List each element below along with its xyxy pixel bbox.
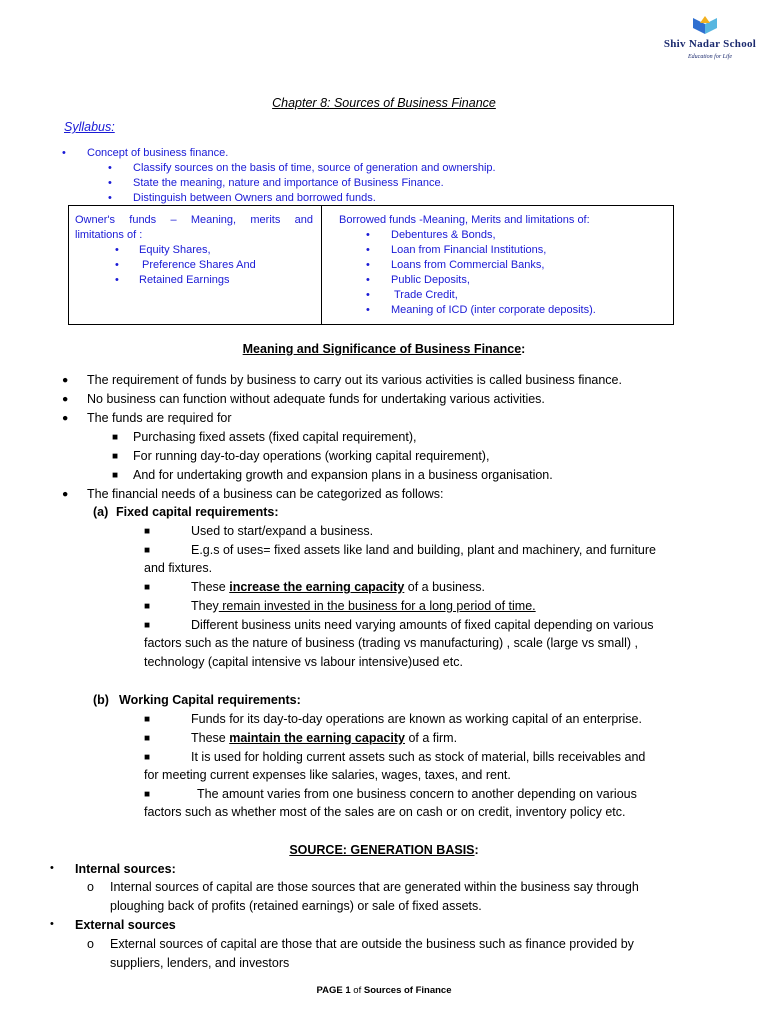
square-bullet-icon: ■ — [144, 620, 151, 631]
fixed-point-3: These increase the earning capacity of a business. — [191, 580, 485, 594]
fixed-point-1: Used to start/expand a business. — [191, 524, 374, 538]
list-bullet: • — [366, 274, 370, 286]
funds-use-3: And for undertaking growth and expansion plans in a business organisation. — [133, 468, 553, 482]
internal-text-a: Internal sources of capital are those sources that are generated within the business say through — [110, 880, 639, 894]
external-text-a: External sources of capital are those that are outside the business such as finance provided by — [110, 937, 634, 951]
working-point-2: These maintain the earning capacity of a firm. — [191, 731, 458, 745]
bullet-icon: ● — [62, 488, 69, 500]
working-point-3b: for meeting current expenses like salaries, wages, taxes, and rent. — [144, 768, 511, 782]
borrowed-item-3: Loans from Commercial Banks, — [391, 259, 545, 271]
school-logo — [660, 14, 760, 64]
bullet-icon: ● — [62, 374, 69, 386]
owners-funds-heading-2: limitations of : — [75, 229, 143, 241]
borrowed-item-5: Trade Credit, — [394, 289, 458, 301]
fixed-heading: Fixed capital requirements: — [116, 505, 279, 519]
borrowed-item-1: Debentures & Bonds, — [391, 229, 496, 241]
square-bullet-icon: ■ — [144, 714, 151, 725]
syllabus-bullet: • — [62, 147, 66, 159]
syllabus-heading: Syllabus: — [64, 120, 115, 134]
borrowed-item-6: Meaning of ICD (inter corporate deposits). — [391, 304, 596, 316]
working-point-4a: The amount varies from one business concern to another depending on various — [197, 787, 637, 801]
list-bullet: • — [366, 244, 370, 256]
syllabus-main: Concept of business finance. — [87, 147, 229, 159]
circle-bullet-icon: o — [87, 937, 94, 951]
bullet-icon: • — [50, 862, 54, 874]
meaning-point-4: The financial needs of a business can be categorized as follows: — [87, 487, 444, 501]
square-bullet-icon: ■ — [144, 526, 151, 537]
syllabus-table — [68, 205, 674, 325]
square-bullet-icon: ■ — [144, 789, 151, 800]
syllabus-sub-bullet: • — [108, 192, 112, 204]
meaning-point-1: The requirement of funds by business to carry out its various activities is called business finance. — [87, 373, 622, 387]
owners-item-2: Preference Shares And — [142, 259, 256, 271]
square-bullet-icon: ■ — [112, 470, 119, 481]
owners-item-3: Retained Earnings — [139, 274, 230, 286]
book-logo-icon — [690, 14, 720, 36]
list-bullet: • — [366, 259, 370, 271]
square-bullet-icon: ■ — [144, 752, 151, 763]
internal-sources-heading: Internal sources: — [75, 862, 176, 876]
syllabus-sub-2: State the meaning, nature and importance of Business Finance. — [133, 177, 444, 189]
list-bullet: • — [115, 274, 119, 286]
syllabus-sub-3: Distinguish between Owners and borrowed funds. — [133, 192, 376, 204]
logo-tagline: Education for Life — [688, 54, 732, 60]
fixed-point-5c: technology (capital intensive vs labour intensive)used etc. — [144, 655, 463, 669]
internal-text-b: ploughing back of profits (retained earnings) or sale of fixed assets. — [110, 899, 482, 913]
square-bullet-icon: ■ — [144, 582, 151, 593]
borrowed-item-2: Loan from Financial Institutions, — [391, 244, 547, 256]
meaning-point-2: No business can function without adequate funds for undertaking various activities. — [87, 392, 545, 406]
borrowed-item-4: Public Deposits, — [391, 274, 470, 286]
owners-item-1: Equity Shares, — [139, 244, 211, 256]
fixed-point-2a: E.g.s of uses= fixed assets like land and building, plant and machinery, and furniture — [191, 543, 656, 557]
external-text-b: suppliers, lenders, and investors — [110, 956, 290, 970]
table-divider — [321, 206, 322, 324]
syllabus-sub-1: Classify sources on the basis of time, source of generation and ownership. — [133, 162, 496, 174]
square-bullet-icon: ■ — [144, 733, 151, 744]
page-title: Chapter 8: Sources of Business Finance — [272, 96, 496, 110]
working-point-1: Funds for its day-to-day operations are known as working capital of an enterprise. — [191, 712, 642, 726]
bullet-icon: • — [50, 918, 54, 930]
page-footer: PAGE 1 of Sources of Finance — [316, 985, 452, 996]
square-bullet-icon: ■ — [112, 432, 119, 443]
section-heading-generation: SOURCE: GENERATION BASIS: — [289, 843, 479, 857]
syllabus-sub-bullet: • — [108, 177, 112, 189]
owners-funds-heading: Owner's funds – Meaning, merits and — [75, 214, 313, 226]
funds-use-2: For running day-to-day operations (working capital requirement), — [133, 449, 490, 463]
funds-use-1: Purchasing fixed assets (fixed capital requirement), — [133, 430, 417, 444]
square-bullet-icon: ■ — [144, 601, 151, 612]
circle-bullet-icon: o — [87, 880, 94, 894]
fixed-label: (a) — [93, 505, 109, 519]
working-point-4b: factors such as whether most of the sales are on cash or on credit, inventory policy etc. — [144, 805, 626, 819]
list-bullet: • — [366, 304, 370, 316]
meaning-point-3: The funds are required for — [87, 411, 232, 425]
syllabus-sub-bullet: • — [108, 162, 112, 174]
list-bullet: • — [366, 289, 370, 301]
external-sources-heading: External sources — [75, 918, 176, 932]
fixed-point-5b: factors such as the nature of business (trading vs manufacturing) , scale (large vs small) , — [144, 636, 638, 650]
working-label: (b) — [93, 693, 109, 707]
borrowed-funds-heading: Borrowed funds -Meaning, Merits and limitations of: — [339, 214, 590, 226]
bullet-icon: ● — [62, 412, 69, 424]
logo-name: Shiv Nadar School — [663, 38, 757, 50]
fixed-point-5a: Different business units need varying amounts of fixed capital depending on various — [191, 618, 654, 632]
square-bullet-icon: ■ — [112, 451, 119, 462]
section-heading-meaning: Meaning and Significance of Business Finance: — [242, 342, 526, 356]
bullet-icon: ● — [62, 393, 69, 405]
working-point-3a: It is used for holding current assets such as stock of material, bills receivables and — [191, 750, 646, 764]
list-bullet: • — [366, 229, 370, 241]
fixed-point-2b: and fixtures. — [144, 561, 213, 575]
list-bullet: • — [115, 259, 119, 271]
fixed-point-4: They remain invested in the business for a long period of time. — [191, 599, 536, 613]
list-bullet: • — [115, 244, 119, 256]
square-bullet-icon: ■ — [144, 545, 151, 556]
working-heading: Working Capital requirements: — [119, 693, 301, 707]
